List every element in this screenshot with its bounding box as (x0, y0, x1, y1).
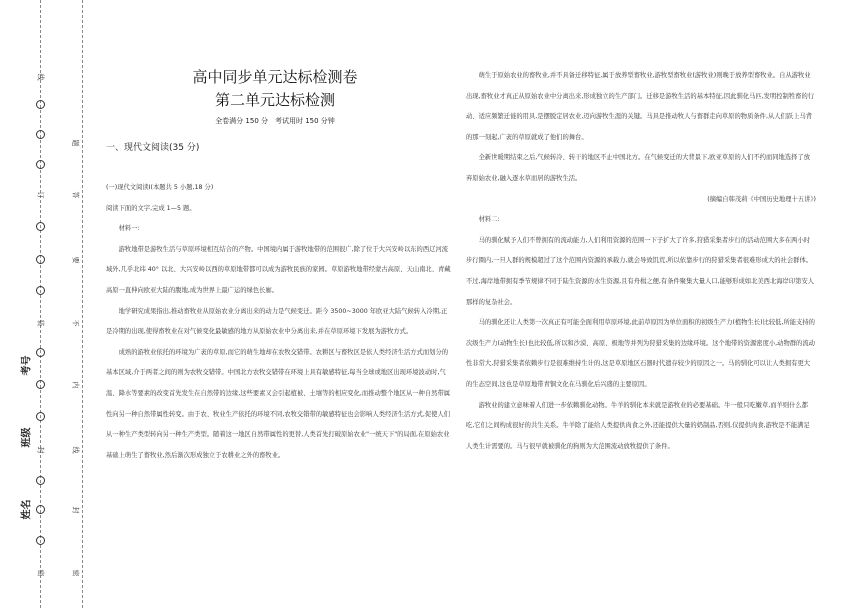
right-text-column (466, 66, 816, 457)
binding-hole-circle (36, 130, 45, 139)
paragraph: 游牧业的建立意味着人们进一步依赖驯化动物。牛羊的驯化本来就是游牧业的必要基础。牛一般只吃嫩草,而羊则什么都吃,它们之间构成很好的共生关系。牛羊除了能给人类提供肉食之外,还能提供大量的奶制品,否则,仅提供肉食,游牧是不能满足人类生计需要的。马与很早就被驯化的狗则为大范围流动放牧提供了条件。 (466, 401, 810, 450)
section-heading: 一、现代文阅读(35 分) (106, 143, 200, 153)
binding-char: 封 (71, 506, 80, 514)
binding-hole-circle (36, 476, 45, 485)
binding-char: 密 (71, 569, 80, 577)
binding-dashed-line-inner (82, 0, 83, 608)
binding-char: 线 (71, 446, 80, 454)
binding-char: 不 (71, 319, 80, 327)
paragraph: 成熟的游牧业依托的环境为广袤的草原,而它的萌生地却在农牧交错带。农耕区与畜牧区是依人类经济生活方式而划分的基本区域,介于两者之间的则为农牧交错带。中国北方农牧交错带在环境上具有敏感特征,每当全球或地区出现环境波动时,气温、降水等要素的改变首先发生在自然带的边缘,这些要素又会引起植被、土壤等的相应变化,而推动整个地区从一种自然带属性向另一种自然带属性转变。由于农、牧业生产依托的环境不同,农牧交错带的敏感特征也会影响人类经济生活方式,促使人们从一种生产类型转向另一种生产类型。随着这一地区自然带属性的更替,人类首先打破原始农业"一统天下"的局面,在原始农业基础上萌生了畜牧业,然后渐次形成独立于农耕业之外的畜牧业。 (106, 348, 451, 459)
name-label: 姓名 (21, 499, 33, 520)
paragraph: 材料二: (478, 216, 500, 224)
paragraph: 地学研究成果指出,推动畜牧业从原始农业分离出来的动力是气候变迁。距今 3500~3000 年欧亚大陆气候转入冷期,正是冷期的出现,使得畜牧业在对气候变化最敏感的地方从原始农业中分离出来,并在草原环境下发展为游牧方式。 (106, 307, 448, 336)
paragraph: 游牧地带是游牧生活与草原环境相互结合的产物。中国境内属于游牧地带的范围很广,除了位于大兴安岭以东的西辽河流域外,几乎北纬 40° 以北、大兴安岭以西的草原地带都可以成为游牧民族的家园。草原游牧地带经蒙古高原、天山南北、青藏高原一直伸向欧亚大陆的腹地,成为世界上最广运的绿色长廊。 (106, 245, 451, 294)
binding-hole-circle (36, 100, 45, 109)
binding-char: 题 (71, 139, 80, 147)
binding-hole-circle (36, 160, 45, 169)
paragraph: (摘编自韩茂莉《中国历史地理十五讲》) (707, 195, 816, 203)
paragraph: 全新世暖期结束之后,气候转冷、转干的地区不止中国北方。在气候变迁的大背景下,欧亚草原的人们不约而同地选择了放弃原始农业,融入逐水草而居的游牧生活。 (466, 154, 811, 182)
binding-hole-circle (36, 255, 45, 264)
binding-hole-circle (36, 380, 45, 389)
binding-char: 订 (36, 191, 45, 199)
binding-char: 线 (36, 73, 45, 81)
paragraph: 萌生于原始农业的畜牧业,并不具备迁移特征,属于放养型畜牧业,游牧型畜牧业(游牧业)则晚于放养型畜牧业。自从游牧业出现,畜牧业才真正从原始农业中分离出来,形成独立的生产部门。迁移是游牧生活的基本特征,因此驯化马匹,发明控制牲畜的行动、适应频繁迁徙的用具,是摆脱定居农业,迈向游牧生涯的关键。马具是推动牧人与畜群走向草原的物质条件,从人们跃上马背的那一刻起,广袤的草原就成了他们的舞台。 (466, 72, 815, 141)
binding-hole-circle (36, 286, 45, 295)
exam-meta: 全卷满分 150 分 考试用时 150 分钟 (215, 117, 335, 125)
paragraph: 马的驯化还让人类第一次真正有可能全面利用草原环境,此前草原因为单位面积的初级生产力(植物生长)比较低,所能支持的次级生产力(动物生长)也比较低,所以和沙漠、高原、极地等并列为狩猎采集的边缘环境。这个地带的资源密度小,动物群的流动性非常大,狩猎采集者依赖步行是很难维持生计的,这是草原地区石器时代遗存较少的原因之一。马的驯化可以让人类拥有更大的生态空间,这也是草原地带青铜文化在马驯化后兴盛的主要原因。 (466, 319, 815, 388)
paragraph: (一)现代文阅读Ⅰ(本题共 5 小题,18 分) (106, 184, 214, 191)
exam-title: 高中同步单元达标检测卷 (192, 68, 358, 86)
paragraph: 马的驯化赋予人们不曾拥有的流动能力,人们利用资源的范围一下子扩大了许多,狩猎采集者步行的活动范围大多在两小时步行圈内,一旦人群的规模超过了这个范围内资源的承载力,就会导致饥荒,所以依靠步行的狩猎采集者很难形成大的社会群体。不过,海岸地带拥有季节规律不同于陆生资源的水生资源,且有舟楫之便,有条件聚集大量人口,能够形成如北美西北海岸印第安人那样的复杂社会。 (466, 236, 815, 306)
binding-hole-circle (36, 348, 45, 357)
binding-hole-circle (36, 505, 45, 514)
binding-hole-circle (36, 412, 45, 421)
binding-char: 密 (36, 569, 45, 577)
binding-char: 装 (36, 319, 45, 327)
exam-number-label: 考号 (21, 355, 33, 376)
paragraph: 阅读下面的文字,完成 1—5 题。 (106, 204, 196, 212)
paragraph: 材料一: (118, 225, 140, 233)
binding-char: 内 (71, 381, 80, 389)
binding-dashed-line-outer (40, 0, 41, 608)
binding-hole-circle (36, 222, 45, 231)
exam-subtitle: 第二单元达标检测 (214, 91, 335, 109)
left-text-column (106, 178, 451, 466)
binding-hole-circle (36, 536, 45, 545)
binding-char: 封 (36, 446, 45, 454)
class-label: 班级 (21, 427, 33, 448)
binding-char: 答 (71, 191, 80, 199)
binding-char: 要 (71, 256, 80, 264)
